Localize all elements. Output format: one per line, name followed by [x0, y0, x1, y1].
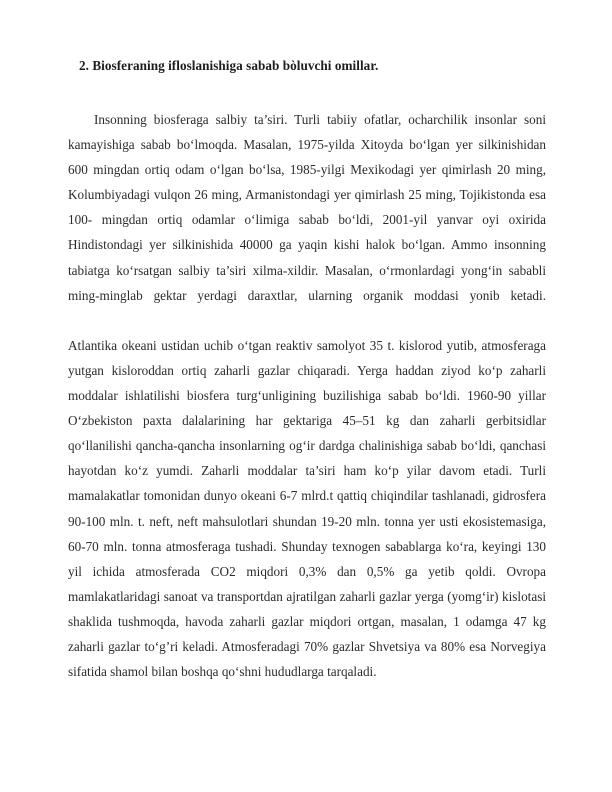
paragraph-2: Atlantika okeani ustidan uchib o‘tgan reaktiv samolyot 35 t. kislorod yutib, atmosferaga yutgan kisloroddan ortiq zaharli gazlar chiqaradi. Yerga haddan ziyod ko‘p zaharli moddalar ishlatilishi biosfera turg‘unligining buzilishiga sabab bo‘ldi. 1960-90 yillar O‘zbekiston paxta dalalarining har gektariga 45–51 kg dan zaharli gerbitsidlar qo‘llanilishi qancha-qancha insonlarning og‘ir dardga chalinishiga sabab bo‘ldi, qanchasi hayotdan ko‘z yumdi. Zaharli moddalar ta’siri ham ko‘p yilar davom etadi. Turli mamalakatlar tomonidan dunyo okeani 6-7 mlrd.t qattiq chiqindilar tashlanadi, gidrosfera 90-100 mln. t. neft, neft mahsulotlari shundan 19-20 mln. tonna yer usti ekosistemasiga, 60-70 mln. tonna atmosferaga tushadi. Shunday texnogen sabablarga ko‘ra, keyingi 130 yil ichida atmosferada CO2 miqdori 0,3% dan 0,5% ga yetib qoldi. Ovropa mamlakatlaridagi sanoat va transportdan ajratilgan zaharli gazlar yerga (yomg‘ir) kislotasi shaklida tushmoqda, havoda zaharli gazlar miqdori ortgan, masalan, 1 odamga 47 kg zaharli gazlar to‘g’ri keladi. Atmosferadagi 70% gazlar Shvetsiya va 80% esa Norvegiya sifatida shamol bilan boshqa qo‘shni hududlarga tarqaladi. [68, 337, 546, 680]
page-title: 2. Biosferaning ifloslanishiga sabab bòluvchi omillar. [79, 58, 379, 73]
paragraph-1: Insonning biosferaga salbiy ta’siri. Turli tabiiy ofatlar, ocharchilik insonlar soni kamayishiga sabab bo‘lmoqda. Masalan, 1975-yilda Xitoyda bo‘lgan yer silkinishidan 600 mingdan ortiq odam o‘lgan bo‘lsa, 1985-yilgi Mexikodagi yer qimirlash 20 ming, Kolumbiyadagi vulqon 26 ming, Armanistondagi yer qimirlash 25 ming, Tojikistonda esa 100- mingdan ortiq odamlar o‘limiga sabab bo‘ldi, 2001-yil yanvar oyi oxirida Hindistondagi yer silkinishida 40000 ga yaqin kishi halok bo‘lgan. Ammo insonning tabiatga ko‘rsatgan salbiy ta’siri xilma-xildir. Masalan, o‘rmonlardagi yong‘in sababli ming-minglab gektar yerdagi daraxtlar, ularning organik moddasi yonib ketadi. [68, 112, 546, 303]
heading-spacer [68, 76, 546, 107]
document-content [68, 56, 546, 684]
document-body [68, 107, 546, 684]
